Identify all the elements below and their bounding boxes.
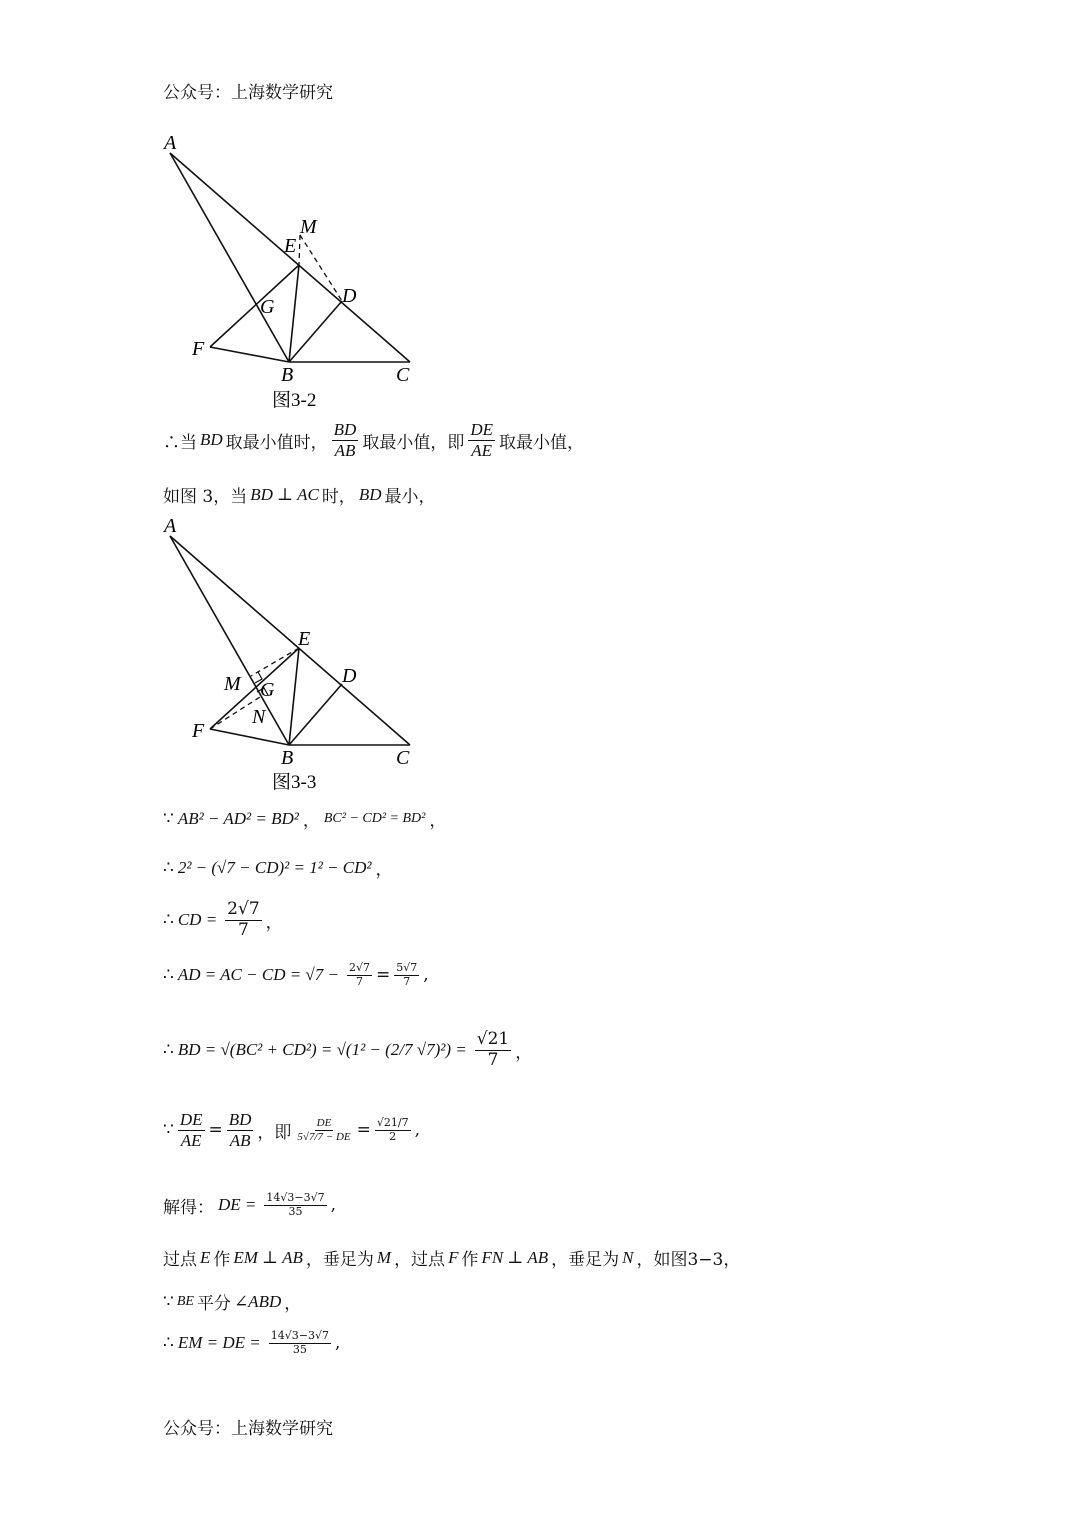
text: 如图 3，当 bbox=[163, 487, 248, 507]
math: BE bbox=[176, 1293, 194, 1309]
text: ∵ bbox=[163, 1120, 174, 1141]
figure-caption: 图3-2 bbox=[272, 390, 317, 411]
text: ∴ bbox=[163, 965, 174, 986]
solution-line-12 bbox=[163, 1330, 340, 1356]
text: ∵ bbox=[163, 1291, 174, 1312]
label-E: E bbox=[284, 235, 297, 257]
math: CD = bbox=[177, 910, 218, 930]
fraction: $\frac{DE}{AE}$ bbox=[179, 1110, 203, 1150]
text: ， bbox=[375, 860, 393, 880]
text: ∴ bbox=[163, 857, 174, 878]
fraction: $\frac{14√3-3√7}{35}$ bbox=[270, 1329, 329, 1356]
label-M: M bbox=[300, 216, 317, 238]
fraction: $\frac{BD}{AB}$ bbox=[228, 1110, 252, 1150]
fraction: $\frac{DE}{AE}$ bbox=[470, 420, 494, 460]
fraction: $\frac{5√7}{7}$ bbox=[396, 961, 418, 988]
label-M: M bbox=[224, 673, 241, 695]
fraction: $\frac{2√7}{7}$ bbox=[227, 899, 260, 940]
text: 解得： bbox=[163, 1197, 214, 1218]
text: 过点 bbox=[163, 1250, 197, 1270]
label-G: G bbox=[260, 679, 275, 701]
solution-line-3 bbox=[163, 806, 446, 831]
label-B: B bbox=[281, 364, 294, 386]
text: ，垂足为 bbox=[305, 1250, 374, 1270]
fraction: $\frac{√21/7}{2}$ bbox=[376, 1115, 409, 1143]
math: AB² − AD² = BD² bbox=[177, 808, 299, 828]
text: 平分 bbox=[196, 1294, 231, 1314]
math: BD ⊥ AC bbox=[250, 484, 319, 504]
text: ， bbox=[284, 1294, 302, 1314]
text: ，即 bbox=[257, 1122, 292, 1143]
page-header: 公众号：上海数学研究 bbox=[163, 83, 333, 103]
label-C: C bbox=[396, 747, 410, 769]
label-G: G bbox=[260, 296, 275, 318]
label-F: F bbox=[192, 720, 205, 742]
text: = bbox=[356, 1120, 371, 1141]
solution-line-4 bbox=[163, 855, 393, 880]
math: DE = bbox=[218, 1195, 257, 1215]
text: ∵ bbox=[163, 808, 174, 829]
solution-line-5 bbox=[163, 900, 283, 940]
fraction: $\frac{2√7}{7}$ bbox=[349, 961, 371, 988]
math: AD = AC − CD = √7 − bbox=[177, 965, 339, 985]
label-A: A bbox=[164, 515, 177, 537]
text: ， bbox=[515, 1042, 533, 1063]
text: = bbox=[208, 1120, 223, 1141]
math: BD bbox=[358, 484, 382, 504]
text: ， bbox=[265, 912, 283, 933]
solution-line-1 bbox=[163, 420, 584, 460]
math: N bbox=[622, 1247, 634, 1267]
solution-line-7 bbox=[163, 1030, 532, 1070]
page-footer: 公众号：上海数学研究 bbox=[163, 1419, 333, 1439]
text: , bbox=[334, 1333, 341, 1354]
math: EM ⊥ AB bbox=[233, 1247, 303, 1267]
label-D: D bbox=[342, 285, 357, 307]
figure-3-2 bbox=[150, 125, 450, 415]
fraction: $\frac{DE}{5√7/7 - DE}$ bbox=[297, 1116, 351, 1143]
math: BD bbox=[200, 430, 223, 450]
math: BD = √(BC² + CD²) = √(1² − (2/7 √7)²) = bbox=[177, 1040, 467, 1060]
text: 最小， bbox=[384, 487, 436, 507]
fraction: $\frac{√21}{7}$ bbox=[476, 1029, 510, 1070]
text: = bbox=[376, 965, 391, 986]
text: ， bbox=[429, 811, 447, 831]
solution-line-2 bbox=[163, 482, 435, 507]
text: ， bbox=[302, 811, 320, 831]
text: 取最小值， bbox=[499, 432, 585, 453]
label-N: N bbox=[252, 706, 266, 728]
text: ，过点 bbox=[394, 1250, 446, 1270]
fraction: $\frac{14√3-3√7}{35}$ bbox=[266, 1191, 325, 1218]
figure-caption: 图3-3 bbox=[272, 772, 317, 793]
text: 取最小值时， bbox=[225, 432, 328, 453]
text: 作 bbox=[213, 1250, 231, 1270]
solution-line-9 bbox=[163, 1192, 336, 1218]
math: EM = DE = bbox=[177, 1333, 261, 1353]
label-D: D bbox=[342, 665, 357, 687]
text: ，如图3−3， bbox=[636, 1250, 741, 1270]
math: F bbox=[448, 1247, 459, 1267]
math: FN ⊥ AB bbox=[481, 1247, 549, 1267]
text: 作 bbox=[461, 1250, 479, 1270]
label-A: A bbox=[164, 132, 177, 154]
label-E: E bbox=[298, 628, 311, 650]
text: ，垂足为 bbox=[551, 1250, 620, 1270]
label-C: C bbox=[396, 364, 410, 386]
label-B: B bbox=[281, 747, 294, 769]
solution-line-10 bbox=[163, 1245, 740, 1270]
text: ∴ bbox=[163, 1333, 174, 1354]
text: , bbox=[414, 1120, 420, 1141]
math: BC² − CD² = BD² bbox=[323, 810, 426, 826]
math: 2² − (√7 − CD)² = 1² − CD² bbox=[177, 857, 372, 877]
text: , bbox=[423, 965, 429, 986]
label-F: F bbox=[192, 338, 205, 360]
text: 取最小值，即 bbox=[362, 432, 465, 453]
solution-line-6 bbox=[163, 962, 429, 988]
solution-line-11 bbox=[163, 1289, 301, 1314]
figure-3-3 bbox=[150, 512, 450, 797]
math: E bbox=[200, 1247, 211, 1267]
text: ∴当 bbox=[163, 432, 197, 453]
math: ∠ABD bbox=[233, 1291, 282, 1311]
fraction: $\frac{BD}{AB}$ bbox=[333, 420, 357, 460]
math: M bbox=[376, 1247, 392, 1267]
text: ∴ bbox=[163, 1040, 174, 1061]
text: 时， bbox=[321, 487, 356, 507]
text: ∴ bbox=[163, 910, 174, 931]
text: , bbox=[330, 1195, 337, 1216]
solution-line-8 bbox=[163, 1110, 420, 1150]
